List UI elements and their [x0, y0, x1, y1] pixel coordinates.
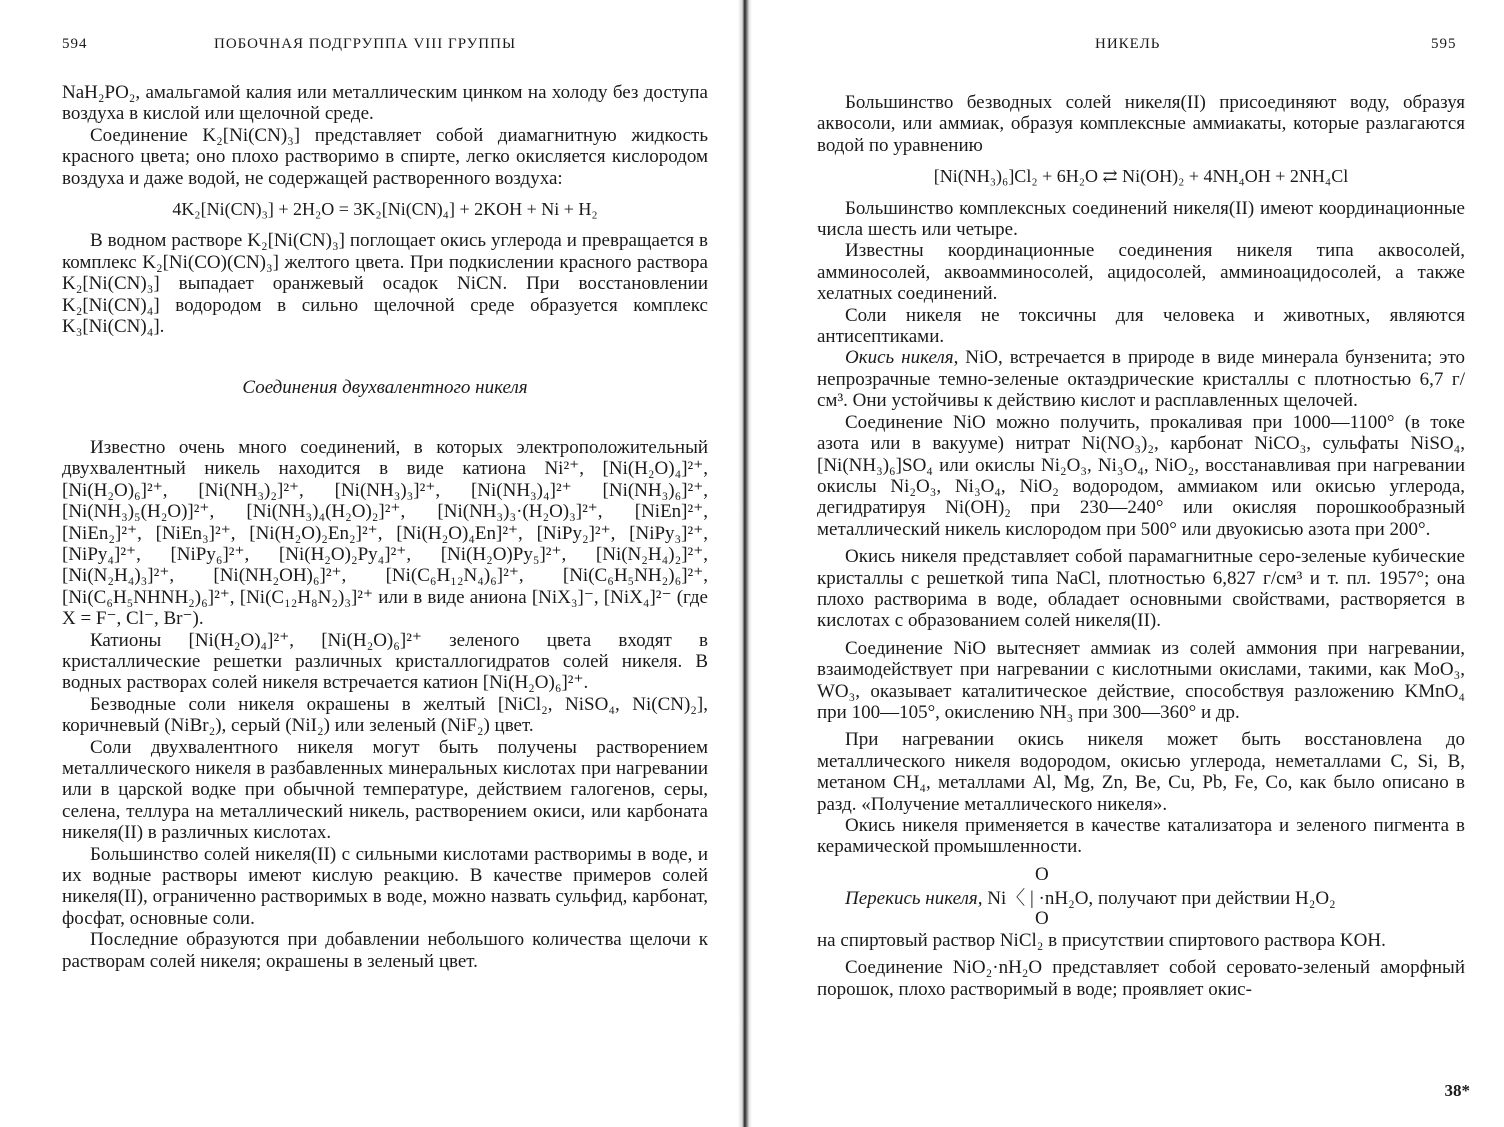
right-body: [817, 92, 1465, 1000]
paragraph: Известно очень много соединений, в которых электроположительный двухвалентный никель находится в виде катиона Ni²⁺, [Ni(H₂O)₄]²⁺, [Ni(H₂O)₆]²⁺, [Ni(NH₃)₂]²⁺, [Ni(NH₃)₃]²⁺, [Ni(NH₃)₄]²⁺ [Ni(NH₃)₆]²⁺, [Ni(NH₃)₅(H₂O)]²⁺, [Ni(NH₃)₄(H₂O)₂]²⁺, [Ni(NH₃)₃·(H₂O)₃]²⁺, [NiEn]²⁺, [NiEn₂]²⁺, [NiEn₃]²⁺, [Ni(H₂O)₂En₂]²⁺, [Ni(H₂O)₄En]²⁺, [NiPy₂]²⁺, [NiPy₃]²⁺, [NiPy₄]²⁺, [NiPy₆]²⁺, [Ni(H₂O)₂Py₄]²⁺, [Ni(H₂O)Py₅]²⁺, [Ni(N₂H₄)₂]²⁺, [Ni(N₂H₄)₃]²⁺, [Ni(NH₂OH)₆]²⁺, [Ni(C₆H₁₂N₄)₆]²⁺, [Ni(C₆H₅NH₂)₆]²⁺, [Ni(C₆H₅NHNH₂)₆]²⁺, [Ni(C₁₂H₈N₂)₃]²⁺ или в виде аниона [NiX₃]⁻, [NiX₄]²⁻ (где X = F⁻, Cl⁻, Br⁻).: [62, 436, 708, 630]
peroxide-text: получают при действии H₂O₂: [1097, 887, 1336, 909]
paragraph: на спиртовый раствор NiCl₂ в присутствии спиртового раствора KOH.: [817, 929, 1386, 951]
signature-mark: 38*: [1444, 1081, 1470, 1100]
left-body: [62, 82, 708, 972]
paragraph: Большинство безводных солей никеля(II) присоединяют воду, образуя аквосоли, или аммиак, образуя комплексные аммиакаты, которые разлагаются водой по уравнению: [817, 92, 1465, 156]
term-nickel-oxide: Окись никеля: [845, 347, 954, 369]
paragraph: Известны координационные соединения никеля типа аквосолей, амминосолей, аквоамминосолей, ацидосолей, амминоацидосолей, а также хелатных соединений.: [817, 240, 1465, 305]
paragraph: Соединение K₂[Ni(CN)₃] представляет собой диамагнитную жидкость красного цвета; оно плохо растворимо в спирте, легко окисляется кислородом воздуха и даже водой, не содержащей растворенного воздуха:: [62, 124, 708, 189]
paragraph: Соли двухвалентного никеля могут быть получены растворением металлического никеля в разбавленных минеральных кислотах при нагревании или в царской водке при обычной температуре, действием галогенов, серы, селена, теллура на металлический никель, растворением окиси, или карбоната никеля(II) в различных кислотах.: [62, 736, 708, 844]
book-gutter: [738, 0, 752, 1127]
term-nickel-peroxide: Перекись никеля,: [845, 887, 983, 909]
structural-oxygen: O: [1035, 863, 1049, 885]
paragraph: Безводные соли никеля окрашены в желтый [NiCl₂, NiSO₄, Ni(CN)₂], коричневый (NiBr₂), серый (NiI₂) или зеленый (NiF₂) цвет.: [62, 693, 708, 737]
equation: 4K₂[Ni(CN)₃] + 2H₂O = 3K₂[Ni(CN)₄] + 2KOH + Ni + H₂: [172, 199, 598, 220]
paragraph: [817, 347, 1465, 411]
paragraph: Соединение NiO можно получить, прокаливая при 1000—1100° (в токе азота или в вакууме) нитрат Ni(NO₃)₂, карбонат NiCO₃, сульфаты NiSO₄, [Ni(NH₃)₆]SO₄ или окислы Ni₂O₃, Ni₃O₄, NiO₂, восстанавливая при нагревании окислы Ni₂O₃, Ni₃O₄, NiO₂ водородом, аммиаком или окисью углерода, дегидратируя Ni(OH)₂ при 230—240° или окисляя порошкообразный металлический никель кислородом при 500° или двуокисью азота при 200°.: [817, 411, 1465, 540]
paragraph: Большинство комплексных соединений никеля(II) имеют координационные числа шесть или четыре.: [817, 197, 1465, 241]
paragraph: Окись никеля применяется в качестве катализатора и зеленого пигмента в керамической промышленности.: [817, 815, 1465, 858]
peroxide-formula-block: [817, 863, 1465, 929]
paragraph: Соли никеля не токсичны для человека и животных, являются антисептиками.: [817, 304, 1465, 348]
left-page-number: 594: [62, 36, 88, 52]
paragraph: В водном растворе K₂[Ni(CN)₃] поглощает окись углерода и превращается в комплекс K₂[Ni(CO)(CN)₃] желтого цвета. При подкислении красного раствора K₂[Ni(CN)₃] выпадает оранжевый осадок NiCN. При восстановлении K₂[Ni(CN)₄] водородом в сильно щелочной среде образуется комплекс K₃[Ni(CN)₄].: [62, 230, 708, 338]
structural-formula: Ni〈 | ·nH₂O,: [987, 887, 1094, 909]
paragraph: При нагревании окись никеля может быть восстановлена до металлического никеля водородом, окисью углерода, неметаллами C, Si, B, метаном CH₄, металлами Al, Mg, Zn, Be, Cu, Pb, Fe, Co, как было описано в разд. «Получение металлического никеля».: [817, 729, 1465, 815]
paragraph: Соединение NiO вытесняет аммиак из солей аммония при нагревании, взаимодействует при нагревании с кислотными окислами, такими, как MoO₃, WO₃, оказывает каталитическое действие, способствуя разложению KMnO₄ при 100—105°, окислению NH₃ при 300—360° и др.: [817, 637, 1465, 723]
paragraph: Большинство солей никеля(II) с сильными кислотами растворимы в воде, и их водные растворы имеют кислую реакцию. В качестве примеров солей никеля(II), ограниченно растворимых в воде, можно назвать сульфид, карбонат, фосфат, основные соли.: [62, 843, 708, 929]
left-page: [0, 0, 745, 1127]
paragraph: Окись никеля представляет собой парамагнитные серо-зеленые кубические кристаллы с решеткой типа NaCl, плотностью 6,827 г/см³ и т. пл. 1957°; она плохо растворима в воде, обладает основными свойствами, растворяется в кислотах с образованием солей никеля(II).: [817, 546, 1465, 632]
right-page-number: 595: [1431, 36, 1457, 52]
right-running-head: НИКЕЛЬ: [1095, 36, 1161, 52]
paragraph: Катионы [Ni(H₂O)₄]²⁺, [Ni(H₂O)₆]²⁺ зеленого цвета входят в кристаллические решетки различных кристаллогидратов солей никеля. В водных растворах солей никеля встречается катион [Ni(H₂O)₆]²⁺.: [62, 629, 708, 694]
left-running-head: ПОБОЧНАЯ ПОДГРУППА VIII ГРУППЫ: [214, 36, 517, 52]
paragraph: NaH₂PO₂, амальгамой калия или металлическим цинком на холоду без доступа воздуха в кислой или щелочной среде.: [62, 82, 708, 125]
equation: [Ni(NH₃)₆]Cl₂ + 6H₂O ⇄ Ni(OH)₂ + 4NH₄OH + 2NH₄Cl: [933, 166, 1349, 187]
paragraph: Соединение NiO₂·nH₂O представляет собой серовато-зеленый аморфный порошок, плохо растворимый в воде; проявляет окис-: [817, 957, 1465, 1000]
paragraph: Последние образуются при добавлении небольшого количества щелочи к растворам солей никеля; окрашены в зеленый цвет.: [62, 929, 708, 972]
section-heading: Соединения двухвалентного никеля: [242, 377, 528, 399]
structural-oxygen: O: [1035, 907, 1049, 929]
paragraph-text: , NiO, встречается в природе в виде минерала бунзенита; это непрозрачные темно-зеленые октаэдрические кристаллы с плотностью 6,7 г/см³. Они устойчивы к действию кислот и расплавленных щелочей.: [817, 347, 1465, 412]
peroxide-line: [845, 888, 1336, 909]
right-page: [755, 0, 1504, 1127]
